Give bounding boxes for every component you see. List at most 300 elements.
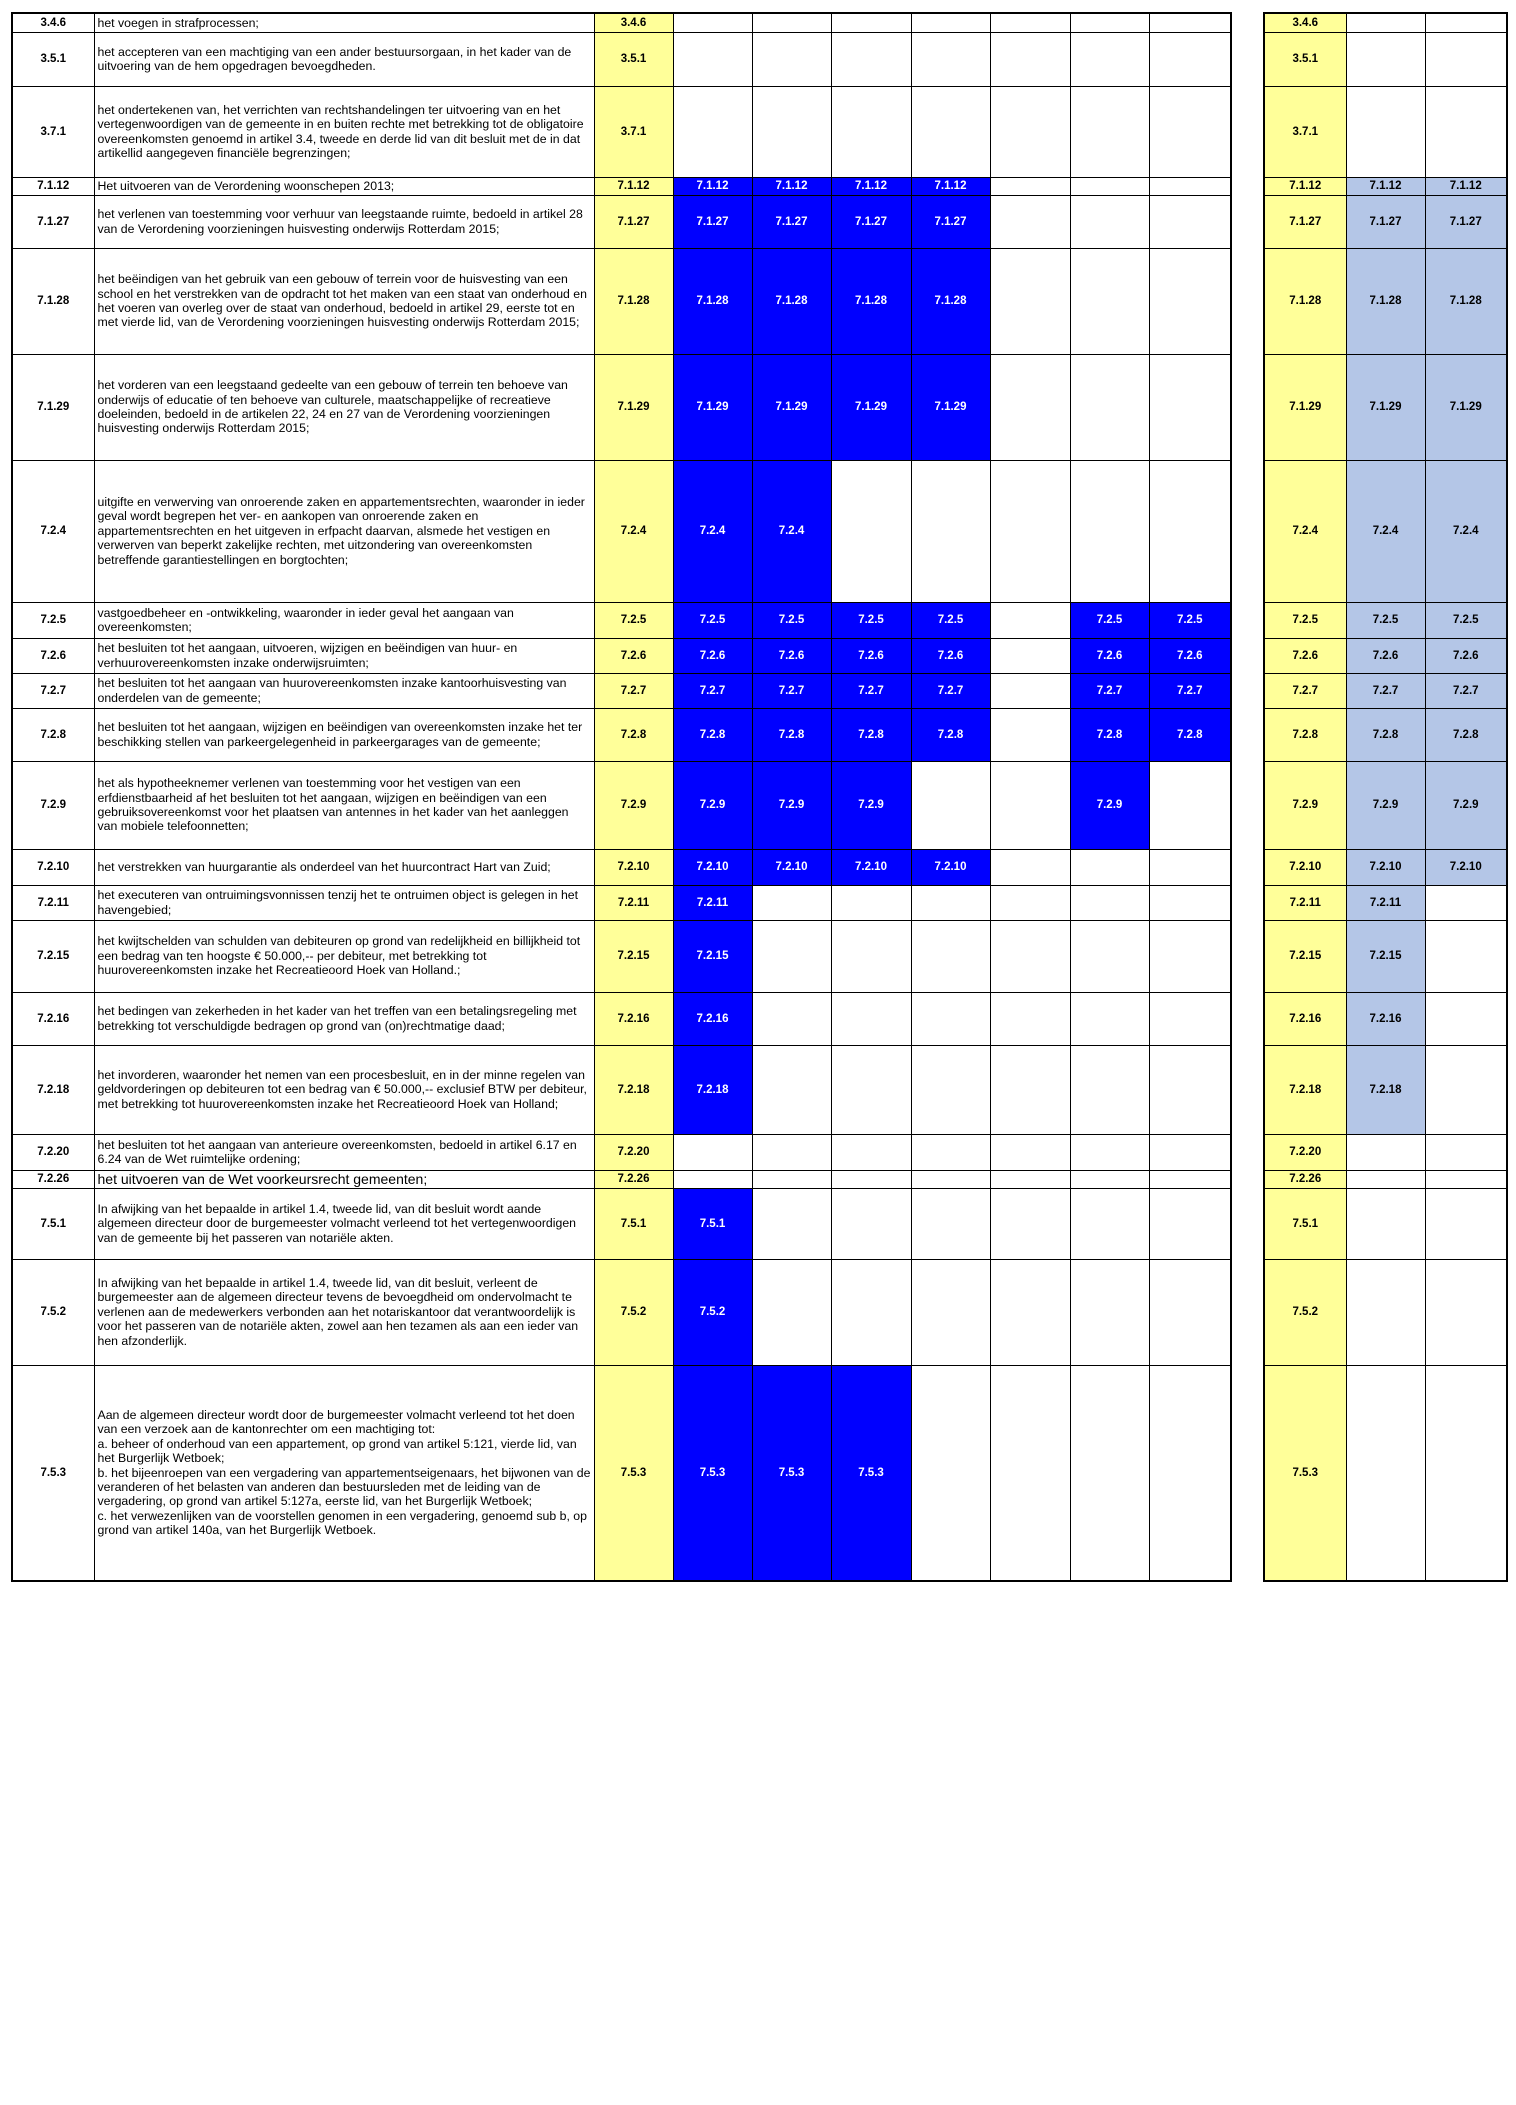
empty-cell [752,32,831,86]
empty-cell [1425,13,1507,32]
mandate-cell: 7.2.5 [1070,602,1149,638]
table-row [12,248,1231,354]
mandate-cell: 7.2.9 [673,761,752,849]
mandate-cell: 7.1.29 [594,354,673,460]
article-code: 7.2.9 [12,761,94,849]
mandate-cell: 7.2.16 [594,992,673,1045]
mandate-cell: 7.2.5 [1264,602,1346,638]
empty-cell [990,13,1070,32]
article-code: 7.2.5 [12,602,94,638]
mandate-cell: 7.2.9 [1264,761,1346,849]
empty-cell [1346,1365,1425,1581]
table-row [1264,1134,1507,1170]
empty-cell [911,761,990,849]
mandate-cell: 7.1.27 [594,195,673,248]
mandate-cell: 7.2.8 [911,708,990,761]
table-row [1264,1188,1507,1259]
mandate-cell: 7.2.15 [1346,920,1425,992]
empty-cell [1070,992,1149,1045]
empty-cell [990,602,1070,638]
mandate-cell: 7.2.7 [1149,673,1231,708]
mandate-cell: 7.2.16 [1264,992,1346,1045]
empty-cell [911,460,990,602]
article-description: het besluiten tot het aangaan, uitvoeren, wijzigen en beëindigen van huur- en verhuurovereenkomsten inzake onderwijsruimten; [94,638,594,673]
table-row [12,354,1231,460]
empty-cell [1070,1134,1149,1170]
table-row [12,673,1231,708]
empty-cell [1346,1170,1425,1188]
article-description: het ondertekenen van, het verrichten van rechtshandelingen ter uitvoering van en het vertegenwoordigen van de gemeente in en buiten rechte met betrekking tot de obligatoire overeenkomsten genoemd in artikel 3.4, tweede en derde lid van dit besluit met de in dat artikellid aangegeven financiële begrenzingen; [94,86,594,177]
empty-cell [1425,885,1507,920]
mandate-cell: 7.2.9 [752,761,831,849]
mandate-cell: 7.2.5 [594,602,673,638]
mandate-cell: 7.1.28 [752,248,831,354]
table-row [12,761,1231,849]
empty-cell [752,1259,831,1365]
table-row [1264,195,1507,248]
mandate-cell: 7.2.5 [673,602,752,638]
article-code: 7.1.28 [12,248,94,354]
article-description: In afwijking van het bepaalde in artikel 1.4, tweede lid, van dit besluit, verleent de burgemeester aan de algemeen directeur tevens de bevoegdheid om ondervolmacht te verlenen aan de medewerkers verbonden aan het notariskantoor dat verantwoordelijk is voor het passeren van de notariële akten, zowel aan hen tezamen als aan een ieder van hen afzonderlijk. [94,1259,594,1365]
empty-cell [1149,354,1231,460]
mandate-cell: 7.2.8 [1346,708,1425,761]
empty-cell [1149,920,1231,992]
empty-cell [1346,32,1425,86]
table-row [1264,920,1507,992]
empty-cell [752,885,831,920]
empty-cell [1149,1045,1231,1134]
mandate-cell: 7.2.15 [594,920,673,992]
mandate-cell: 7.2.10 [1425,849,1507,885]
mandate-cell: 7.2.10 [1264,849,1346,885]
article-description: het besluiten tot het aangaan van anterieure overeenkomsten, bedoeld in artikel 6.17 en 6.24 van de Wet ruimtelijke ordening; [94,1134,594,1170]
empty-cell [1070,86,1149,177]
mandate-cell: 7.2.10 [673,849,752,885]
article-description: het uitvoeren van de Wet voorkeursrecht gemeenten; [94,1170,594,1188]
article-code: 7.2.16 [12,992,94,1045]
table-row [1264,354,1507,460]
mandate-cell: 7.1.28 [673,248,752,354]
table-row [12,13,1231,32]
article-description: het besluiten tot het aangaan van huurovereenkomsten inzake kantoorhuisvesting van onderdelen van de gemeente; [94,673,594,708]
mandate-cell: 7.2.7 [594,673,673,708]
empty-cell [831,86,911,177]
article-description: het kwijtschelden van schulden van debiteuren op grond van redelijkheid en billijkheid tot een bedrag van ten hoogste € 50.000,-- per debiteur, met betrekking tot huurovereenkomsten inzake het Recreatieoord Hoek van Holland.; [94,920,594,992]
mandate-cell: 7.2.7 [911,673,990,708]
empty-cell [911,1188,990,1259]
mandate-cell: 7.5.3 [673,1365,752,1581]
mandate-cell: 7.2.18 [1346,1045,1425,1134]
empty-cell [911,86,990,177]
empty-cell [990,992,1070,1045]
mandate-cell: 3.5.1 [1264,32,1346,86]
article-code: 7.1.12 [12,177,94,195]
empty-cell [831,460,911,602]
table-row [12,638,1231,673]
mandate-cell: 7.1.29 [911,354,990,460]
table-row [1264,673,1507,708]
mandate-cell: 7.2.16 [1346,992,1425,1045]
table-row [12,1259,1231,1365]
empty-cell [990,1134,1070,1170]
mandate-cell: 3.7.1 [594,86,673,177]
mandate-cell: 7.1.27 [831,195,911,248]
mandate-cell: 7.1.29 [752,354,831,460]
empty-cell [831,1045,911,1134]
empty-cell [990,1365,1070,1581]
empty-cell [752,992,831,1045]
empty-cell [1149,248,1231,354]
article-description: In afwijking van het bepaalde in artikel 1.4, tweede lid, van dit besluit wordt aande algemeen directeur door de burgemeester volmacht verleend tot het vertegenwoordigen van de gemeente bij het passeren van notariële akten. [94,1188,594,1259]
mandate-cell: 7.5.2 [673,1259,752,1365]
mandate-cell: 7.2.26 [1264,1170,1346,1188]
empty-cell [831,885,911,920]
empty-cell [831,992,911,1045]
mandate-cell: 7.2.5 [911,602,990,638]
empty-cell [911,885,990,920]
mandate-cell: 7.1.29 [1346,354,1425,460]
empty-cell [1425,1170,1507,1188]
mandate-cell: 7.2.26 [594,1170,673,1188]
table-row [1264,885,1507,920]
mandate-cell: 7.2.18 [1264,1045,1346,1134]
empty-cell [1149,13,1231,32]
mandate-cell: 7.1.28 [594,248,673,354]
mandate-cell: 7.2.10 [594,849,673,885]
table-row [1264,248,1507,354]
empty-cell [1149,1259,1231,1365]
mandate-cell: 7.2.15 [1264,920,1346,992]
article-description: het verstrekken van huurgarantie als onderdeel van het huurcontract Hart van Zuid; [94,849,594,885]
article-code: 7.2.26 [12,1170,94,1188]
mandate-cell: 7.2.6 [1264,638,1346,673]
empty-cell [990,86,1070,177]
mandate-cell: 7.1.27 [1346,195,1425,248]
empty-cell [911,1134,990,1170]
table-row [1264,13,1507,32]
empty-cell [1149,885,1231,920]
empty-cell [1070,885,1149,920]
table-row [1264,602,1507,638]
mandate-cell: 7.2.10 [752,849,831,885]
table-row [12,1365,1231,1581]
mandate-cell: 7.5.3 [594,1365,673,1581]
mandate-cell: 7.5.3 [752,1365,831,1581]
table-row [12,992,1231,1045]
article-code: 7.2.6 [12,638,94,673]
mandate-cell: 7.1.28 [1264,248,1346,354]
empty-cell [990,1170,1070,1188]
empty-cell [831,1188,911,1259]
mandate-cell: 7.1.12 [911,177,990,195]
mandate-cell: 7.2.8 [594,708,673,761]
mandate-cell: 7.5.2 [594,1259,673,1365]
mandate-cell: 7.2.4 [1425,460,1507,602]
empty-cell [1149,195,1231,248]
empty-cell [1425,1188,1507,1259]
mandate-cell: 7.2.5 [1149,602,1231,638]
mandate-cell: 7.1.28 [1425,248,1507,354]
side-table [1263,12,1508,1582]
empty-cell [990,248,1070,354]
mandate-cell: 7.2.6 [594,638,673,673]
mandate-cell: 7.2.6 [1070,638,1149,673]
mandate-cell: 7.5.1 [673,1188,752,1259]
table-row [12,1170,1231,1188]
article-description: het invorderen, waaronder het nemen van een procesbesluit, en in der minne regelen van geldvorderingen op debiteuren tot een bedrag van € 50.000,-- exclusief BTW per debiteur, met betrekking tot huurovereenkomsten inzake het Recreatieoord Hoek van Holland; [94,1045,594,1134]
empty-cell [990,638,1070,673]
empty-cell [911,1365,990,1581]
mandate-cell: 7.2.18 [594,1045,673,1134]
mandate-cell: 7.1.27 [1264,195,1346,248]
article-code: 7.2.7 [12,673,94,708]
empty-cell [1070,32,1149,86]
empty-cell [990,708,1070,761]
mandate-cell: 7.2.5 [1346,602,1425,638]
empty-cell [990,885,1070,920]
mandate-cell: 7.1.28 [911,248,990,354]
empty-cell [673,86,752,177]
empty-cell [831,13,911,32]
mandate-cell: 7.2.9 [594,761,673,849]
mandate-cell: 7.5.3 [1264,1365,1346,1581]
table-row [12,920,1231,992]
table-row [12,86,1231,177]
table-row [12,1045,1231,1134]
table-row [1264,86,1507,177]
article-description: het beëindigen van het gebruik van een gebouw of terrein voor de huisvesting van een school en het verstrekken van de opdracht tot het maken van een staat van onderhoud en het voeren van overleg over de staat van onderhoud, bedoeld in artikel 29, eerste tot en met vierde lid, van de Verordening voorzieningen huisvesting onderwijs Rotterdam 2015; [94,248,594,354]
empty-cell [1346,13,1425,32]
empty-cell [1070,460,1149,602]
article-description: het als hypotheeknemer verlenen van toestemming voor het vestigen van een erfdienstbaarheid af het besluiten tot het aangaan, wijzigen en beëindigen van een gebruiksovereenkomst voor het plaatsen van antennes in het kader van het aanleggen van mobiele telefoonnetten; [94,761,594,849]
table-row [1264,32,1507,86]
mandate-cell: 7.2.7 [673,673,752,708]
table-row [12,1134,1231,1170]
empty-cell [1149,1170,1231,1188]
empty-cell [831,1170,911,1188]
empty-cell [1346,1259,1425,1365]
empty-cell [1070,248,1149,354]
table-row [12,195,1231,248]
empty-cell [1149,992,1231,1045]
article-code: 7.5.1 [12,1188,94,1259]
mandate-cell: 7.2.6 [1425,638,1507,673]
mandate-cell: 7.2.8 [1425,708,1507,761]
mandate-cell: 3.4.6 [1264,13,1346,32]
mandate-cell: 7.2.9 [831,761,911,849]
empty-cell [1070,177,1149,195]
empty-cell [1070,1045,1149,1134]
article-code: 3.4.6 [12,13,94,32]
mandate-cell: 7.1.27 [911,195,990,248]
empty-cell [1149,177,1231,195]
empty-cell [673,32,752,86]
empty-cell [911,992,990,1045]
empty-cell [990,460,1070,602]
mandate-cell: 7.1.12 [1346,177,1425,195]
mandate-cell: 7.2.4 [1264,460,1346,602]
mandate-cell: 7.5.3 [831,1365,911,1581]
empty-cell [831,32,911,86]
empty-cell [990,849,1070,885]
mandate-cell: 7.2.9 [1346,761,1425,849]
mandate-cell: 7.1.12 [594,177,673,195]
table-row [1264,1259,1507,1365]
empty-cell [1149,460,1231,602]
mandate-cell: 7.2.9 [1425,761,1507,849]
empty-cell [990,177,1070,195]
empty-cell [752,1188,831,1259]
article-description: het bedingen van zekerheden in het kader van het treffen van een betalingsregeling met betrekking tot verschuldigde bedragen op grond van (on)rechtmatige daad; [94,992,594,1045]
table-row [1264,460,1507,602]
empty-cell [1425,1045,1507,1134]
mandate-cell: 3.5.1 [594,32,673,86]
empty-cell [1425,992,1507,1045]
table-row [12,177,1231,195]
mandate-cell: 7.2.10 [1346,849,1425,885]
empty-cell [1149,1365,1231,1581]
table-row [1264,1170,1507,1188]
empty-cell [752,1134,831,1170]
article-description: het vorderen van een leegstaand gedeelte van een gebouw of terrein ten behoeve van onderwijs of educatie of ten behoeve van culturele, maatschappelijke of recreatieve doeleinden, bedoeld in de artikelen 22, 24 en 27 van de Verordening voorzieningen huisvesting onderwijs Rotterdam 2015; [94,354,594,460]
mandate-cell: 7.1.12 [1425,177,1507,195]
mandate-cell: 7.1.28 [831,248,911,354]
article-code: 3.5.1 [12,32,94,86]
empty-cell [911,1170,990,1188]
mandate-cell: 7.1.27 [673,195,752,248]
mandate-cell: 7.2.6 [673,638,752,673]
empty-cell [1425,1259,1507,1365]
mandate-cell: 7.2.7 [831,673,911,708]
mandate-cell: 7.2.5 [1425,602,1507,638]
mandate-cell: 7.2.18 [673,1045,752,1134]
mandate-cell: 7.2.7 [1264,673,1346,708]
table-row [12,885,1231,920]
empty-cell [752,13,831,32]
mandate-cell: 7.1.29 [673,354,752,460]
table-row [12,32,1231,86]
article-code: 7.1.29 [12,354,94,460]
mandate-cell: 7.2.4 [594,460,673,602]
article-code: 7.5.2 [12,1259,94,1365]
mandate-cell: 7.2.7 [1346,673,1425,708]
article-description: Aan de algemeen directeur wordt door de burgemeester volmacht verleend tot het doen van een verzoek aan de kantonrechter om een machtiging tot: a. beheer of onderhoud van een appartement, op grond van artikel 5:121, vierde lid, van het Burgerlijk Wetboek; b. het bijeenroepen van een vergadering van appartementseigenaars, het bijwonen van de veranderen of het belasten van anderen dan bestuursleden met de leiding van de vergadering, op grond van artikel 5:127a, eerste lid, van het Burgerlijk Wetboek; c. het verwezenlijken van de voorstellen genomen in een vergadering, genoemd sub b, op grond van artikel 140a, van het Burgerlijk Wetboek. [94,1365,594,1581]
mandate-cell: 7.2.4 [673,460,752,602]
mandate-table [11,12,1232,1582]
table-row [1264,1365,1507,1581]
mandate-cell: 7.2.7 [752,673,831,708]
empty-cell [911,1045,990,1134]
empty-cell [1425,32,1507,86]
article-code: 7.2.20 [12,1134,94,1170]
empty-cell [990,920,1070,992]
mandate-cell: 7.2.15 [673,920,752,992]
empty-cell [1070,1259,1149,1365]
empty-cell [1425,1134,1507,1170]
mandate-cell: 3.4.6 [594,13,673,32]
table-row [12,1188,1231,1259]
empty-cell [752,86,831,177]
mandate-cell: 7.1.12 [752,177,831,195]
mandate-cell: 7.1.12 [831,177,911,195]
article-code: 3.7.1 [12,86,94,177]
empty-cell [1070,13,1149,32]
mandate-cell: 7.2.6 [752,638,831,673]
table-row [1264,177,1507,195]
mandate-cell: 7.2.11 [673,885,752,920]
mandate-cell: 7.2.9 [1070,761,1149,849]
mandate-cell: 7.1.29 [1425,354,1507,460]
table-row [12,602,1231,638]
mandate-cell: 7.2.6 [1149,638,1231,673]
table-row [12,708,1231,761]
empty-cell [1070,849,1149,885]
mandate-cell: 7.1.28 [1346,248,1425,354]
empty-cell [1070,354,1149,460]
empty-cell [673,1134,752,1170]
mandate-cell: 7.1.27 [1425,195,1507,248]
empty-cell [1070,1170,1149,1188]
article-code: 7.2.15 [12,920,94,992]
mandate-cell: 7.2.20 [1264,1134,1346,1170]
empty-cell [831,1134,911,1170]
empty-cell [752,1045,831,1134]
table-row [1264,708,1507,761]
article-code: 7.2.4 [12,460,94,602]
empty-cell [752,1170,831,1188]
mandate-cell: 7.2.11 [1346,885,1425,920]
empty-cell [911,920,990,992]
mandate-cell: 7.5.2 [1264,1259,1346,1365]
mandate-cell: 7.1.29 [1264,354,1346,460]
empty-cell [1425,1365,1507,1581]
mandate-cell: 7.2.20 [594,1134,673,1170]
empty-cell [990,32,1070,86]
mandate-cell: 7.2.7 [1425,673,1507,708]
empty-cell [990,354,1070,460]
article-description: het verlenen van toestemming voor verhuur van leegstaande ruimte, bedoeld in artikel 28 van de Verordening voorzieningen huisvesting onderwijs Rotterdam 2015; [94,195,594,248]
mandate-cell: 7.2.6 [911,638,990,673]
mandate-cell: 7.2.11 [1264,885,1346,920]
article-description: het besluiten tot het aangaan, wijzigen en beëindigen van overeenkomsten inzake het ter beschikking stellen van parkeergelegenheid in parkeergarages van de gemeente; [94,708,594,761]
empty-cell [831,920,911,992]
empty-cell [1070,920,1149,992]
table-row [12,849,1231,885]
article-description: het executeren van ontruimingsvonnissen tenzij het te ontruimen object is gelegen in het havengebied; [94,885,594,920]
mandate-cell: 7.2.7 [1070,673,1149,708]
empty-cell [911,1259,990,1365]
empty-cell [1346,1188,1425,1259]
empty-cell [1149,1134,1231,1170]
mandate-cell: 7.5.1 [1264,1188,1346,1259]
mandate-cell: 7.2.11 [594,885,673,920]
mandate-cell: 7.2.4 [752,460,831,602]
mandate-cell: 7.2.6 [831,638,911,673]
empty-cell [1070,195,1149,248]
mandate-cell: 7.2.8 [831,708,911,761]
empty-cell [990,1259,1070,1365]
mandate-cell: 7.2.5 [752,602,831,638]
table-row [1264,638,1507,673]
mandate-cell: 7.2.10 [831,849,911,885]
article-description: uitgifte en verwerving van onroerende zaken en appartementsrechten, waaronder in ieder geval wordt begrepen het ver- en aankopen van onroerende zaken en appartementsrechten en het uitgeven in erfpacht daarvan, alsmede het vestigen en verwerven van beperkt zakelijke rechten, met uitzondering van overeenkomsten betreffende garantiestellingen en borgtochten; [94,460,594,602]
empty-cell [1346,1134,1425,1170]
article-code: 7.2.8 [12,708,94,761]
article-description: Het uitvoeren van de Verordening woonschepen 2013; [94,177,594,195]
mandate-cell: 7.2.8 [1264,708,1346,761]
mandate-cell: 7.2.8 [1070,708,1149,761]
mandate-cell: 7.2.4 [1346,460,1425,602]
